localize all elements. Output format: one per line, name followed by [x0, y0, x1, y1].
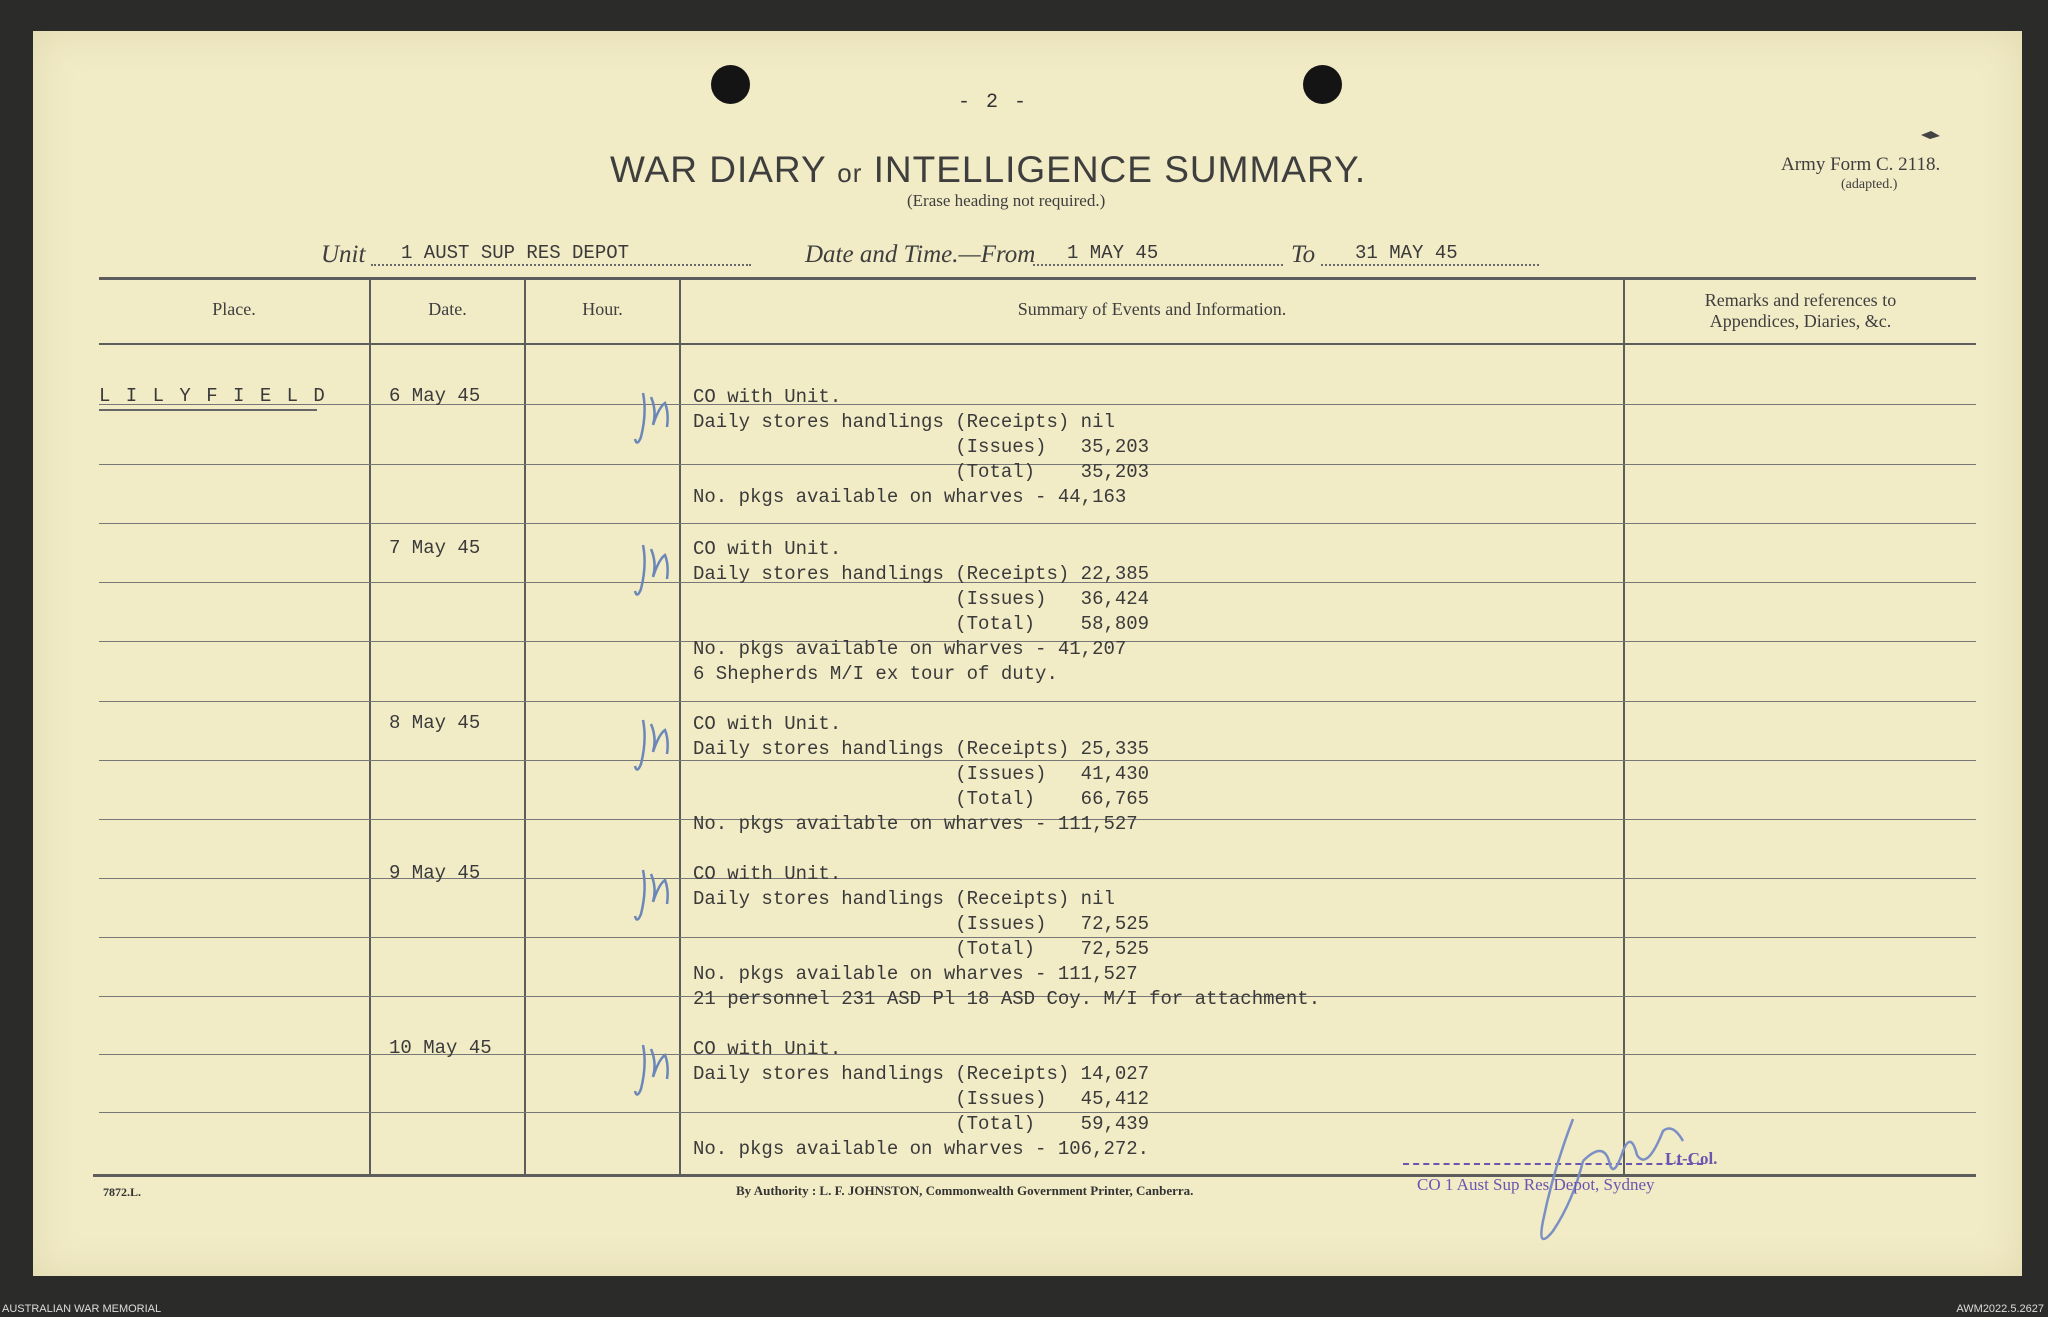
entry-line: CO with Unit.	[693, 386, 842, 408]
entry-line: CO with Unit.	[693, 538, 842, 560]
table-top-rule	[99, 277, 1976, 280]
col-divider-summary	[1623, 279, 1625, 1175]
entry-line: Daily stores handlings (Receipts) 22,385	[693, 563, 1150, 585]
place-cell: L I L Y F I E L D	[99, 385, 327, 407]
entry-line: No. pkgs available on wharves - 44,163	[693, 486, 1127, 508]
col-header-place: Place.	[212, 299, 256, 319]
entry-line: (Issues) 41,430	[693, 763, 1150, 785]
col-header-hour: Hour.	[582, 299, 623, 319]
entry-line: No. pkgs available on wharves - 41,207	[693, 638, 1127, 660]
initials-signature	[633, 864, 673, 928]
entry-line: (Total) 35,203	[693, 461, 1150, 483]
initials-signature	[633, 387, 673, 451]
ruled-line	[99, 523, 1976, 524]
entry-date: 9 May 45	[389, 862, 481, 884]
col-header-remarks	[1625, 290, 1976, 332]
entry-date: 7 May 45	[389, 537, 481, 559]
page-number: - 2 -	[958, 91, 1029, 114]
page-title	[610, 149, 1366, 191]
col-divider-date	[524, 279, 526, 1175]
caption-right: AWM2022.5.2627	[1956, 1303, 2044, 1315]
entry-line: No. pkgs available on wharves - 111,527	[693, 963, 1138, 985]
title-or: or	[837, 158, 863, 188]
place-underline	[99, 409, 317, 411]
form-name: Army Form C. 2118.	[1781, 154, 1941, 175]
entry-line: (Total) 66,765	[693, 788, 1150, 810]
entry-line: (Total) 58,809	[693, 613, 1150, 635]
entry-text	[693, 537, 1149, 687]
entry-line: CO with Unit.	[693, 1038, 842, 1060]
printer-authority: By Authority : L. F. JOHNSTON, Commonwealth Government Printer, Canberra.	[736, 1183, 1194, 1198]
title-part2: INTELLIGENCE SUMMARY.	[873, 149, 1367, 190]
entry-line: Daily stores handlings (Receipts) 25,335	[693, 738, 1150, 760]
entry-line: Daily stores handlings (Receipts) nil	[693, 888, 1115, 910]
entry-line: (Total) 59,439	[693, 1113, 1150, 1135]
entry-text	[693, 712, 1149, 837]
entry-text	[693, 385, 1149, 510]
form-code: 7872.L.	[103, 1185, 142, 1199]
date-from-label: Date and Time.—From	[805, 241, 1036, 268]
from-dots	[1033, 264, 1283, 266]
entry-date: 10 May 45	[389, 1037, 492, 1059]
entry-line: Daily stores handlings (Receipts) nil	[693, 411, 1115, 433]
entry-line: Daily stores handlings (Receipts) 14,027	[693, 1063, 1150, 1085]
entry-line: CO with Unit.	[693, 713, 842, 735]
entry-text	[693, 1037, 1149, 1162]
entry-line: (Issues) 72,525	[693, 913, 1150, 935]
initials-signature	[633, 539, 673, 603]
col-divider-place	[369, 279, 371, 1175]
unit-label: Unit	[321, 241, 366, 268]
col-divider-hour	[679, 279, 681, 1175]
subtitle: (Erase heading not required.)	[907, 191, 1106, 210]
initials-signature	[633, 714, 673, 778]
unit-dots	[371, 264, 751, 266]
unit-stamp: CO 1 Aust Sup Res Depot, Sydney	[1417, 1175, 1655, 1194]
punch-hole-right	[1303, 65, 1342, 104]
header-bottom-rule	[99, 343, 1976, 345]
remarks-header-line1: Remarks and references to	[1704, 290, 1897, 310]
entry-line: (Issues) 36,424	[693, 588, 1150, 610]
ink-mark	[1916, 123, 1946, 153]
entry-line: 21 personnel 231 ASD Pl 18 ASD Coy. M/I for attachment.	[693, 988, 1321, 1010]
entry-line: (Issues) 35,203	[693, 436, 1150, 458]
entry-text	[693, 862, 1320, 1012]
title-part1: WAR DIARY	[610, 149, 826, 190]
punch-hole-left	[711, 65, 750, 104]
form-note: (adapted.)	[1841, 177, 1898, 192]
caption-left: AUSTRALIAN WAR MEMORIAL	[2, 1303, 162, 1315]
to-label: To	[1291, 241, 1316, 268]
to-value: 31 MAY 45	[1355, 242, 1458, 264]
document-sheet	[33, 31, 2022, 1276]
entry-date: 6 May 45	[389, 385, 481, 407]
initials-signature	[633, 1039, 673, 1103]
entry-date: 8 May 45	[389, 712, 481, 734]
entry-line: 6 Shepherds M/I ex tour of duty.	[693, 663, 1058, 685]
entry-line: No. pkgs available on wharves - 111,527	[693, 813, 1138, 835]
remarks-header-line2: Appendices, Diaries, &c.	[1709, 311, 1892, 331]
from-value: 1 MAY 45	[1067, 242, 1159, 264]
entry-line: (Total) 72,525	[693, 938, 1150, 960]
entry-line: (Issues) 45,412	[693, 1088, 1150, 1110]
signature-rank: Lt-Col.	[1665, 1149, 1718, 1168]
entry-line: No. pkgs available on wharves - 106,272.	[693, 1138, 1150, 1160]
unit-value: 1 AUST SUP RES DEPOT	[401, 242, 630, 264]
entry-line: CO with Unit.	[693, 863, 842, 885]
ruled-line	[99, 701, 1976, 702]
col-header-date: Date.	[428, 299, 467, 319]
to-dots	[1321, 264, 1539, 266]
col-header-summary: Summary of Events and Information.	[1017, 299, 1287, 319]
